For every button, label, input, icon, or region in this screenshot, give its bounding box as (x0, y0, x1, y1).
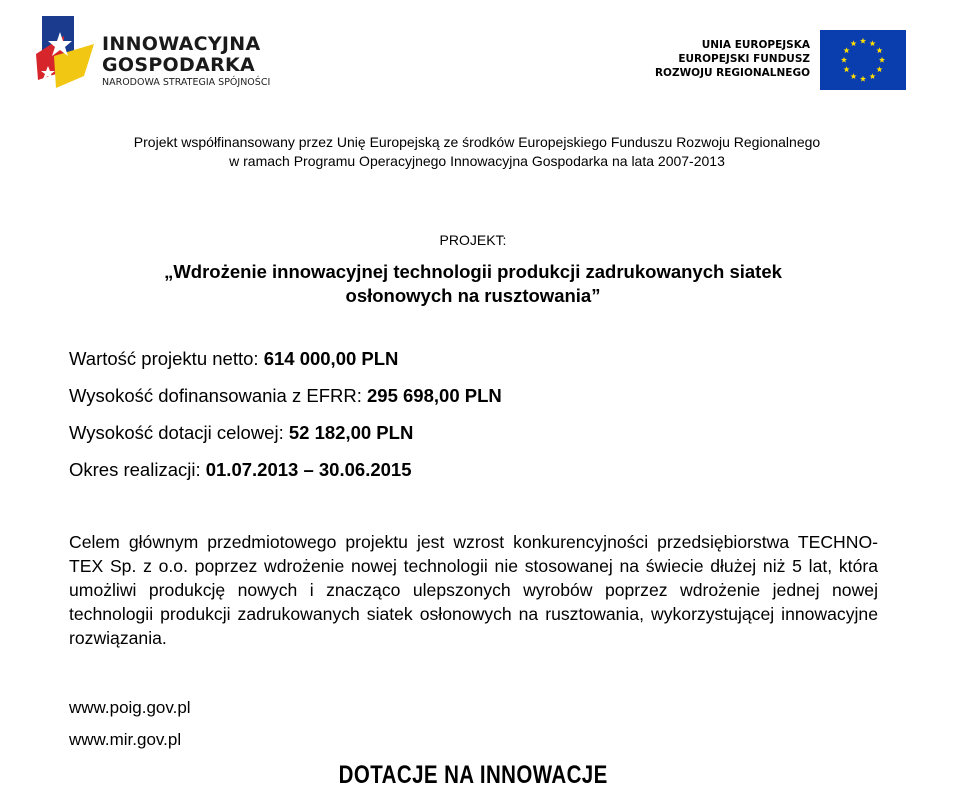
value-amount: 52 182,00 PLN (288, 422, 414, 443)
value-label: Wysokość dotacji celowej: (69, 422, 289, 443)
logo-title-line2: GOSPODARKA (102, 54, 256, 76)
value-label: Wysokość dofinansowania z EFRR: (69, 385, 368, 406)
eu-fund-label (655, 38, 810, 80)
value-amount: 614 000,00 PLN (263, 348, 399, 369)
value-label: Wartość projektu netto: (69, 348, 264, 369)
footer-slogan: DOTACJE NA INNOWACJE (338, 761, 608, 789)
logo-subtitle: NARODOWA STRATEGIA SPÓJNOŚCI (102, 77, 271, 88)
project-net-value (69, 348, 398, 370)
eu-flag-icon (820, 30, 906, 90)
value-amount: 295 698,00 PLN (367, 385, 502, 406)
efrr-cofinancing (69, 385, 502, 407)
project-label: PROJEKT: (439, 232, 507, 248)
eu-label-line1: UNIA EUROPEJSKA (701, 39, 810, 51)
project-title (90, 260, 856, 308)
implementation-period (69, 459, 411, 481)
project-description: Celem głównym przedmiotowego projektu jest wzrost konkurencyjności przedsiębiorstwa TECHNO-TEX Sp. z o.o. poprzez wdrożenie nowej technologii nie stosowanej na świecie dłużej niż 5 lat, która umożliwi produkcję nowych i znacząco ulepszonych wyrobów poprzez wdrożenie jednej nowej technologii produkcji zadrukowanych siatek osłonowych na rusztowania, wykorzystującej innowacyjne rozwiązania. (69, 532, 878, 648)
innowacyjna-gospodarka-emblem-icon (34, 14, 98, 94)
intro-line2: w ramach Programu Operacyjnego Innowacyjna Gospodarka na lata 2007-2013 (229, 153, 725, 169)
eu-label-line2: EUROPEJSKI FUNDUSZ (678, 53, 810, 65)
cofinancing-statement (0, 133, 954, 171)
value-label: Okres realizacji: (69, 459, 206, 480)
project-title-line2: osłonowych na rusztowania” (345, 285, 601, 306)
logo-title-line1: INNOWACYJNA (102, 33, 261, 55)
intro-line1: Projekt współfinansowany przez Unię Europejską ze środków Europejskiego Funduszu Rozwoju Regionalnego (133, 134, 821, 150)
target-subsidy (69, 422, 413, 444)
eu-label-line3: ROZWOJU REGIONALNEGO (654, 67, 810, 79)
project-title-line1: „Wdrożenie innowacyjnej technologii produkcji zadrukowanych siatek (164, 261, 782, 282)
innowacyjna-gospodarka-logo (34, 14, 294, 94)
value-amount: 01.07.2013 – 30.06.2015 (205, 459, 412, 480)
mir-link[interactable]: www.mir.gov.pl (69, 730, 182, 749)
poig-link[interactable]: www.poig.gov.pl (69, 698, 191, 717)
